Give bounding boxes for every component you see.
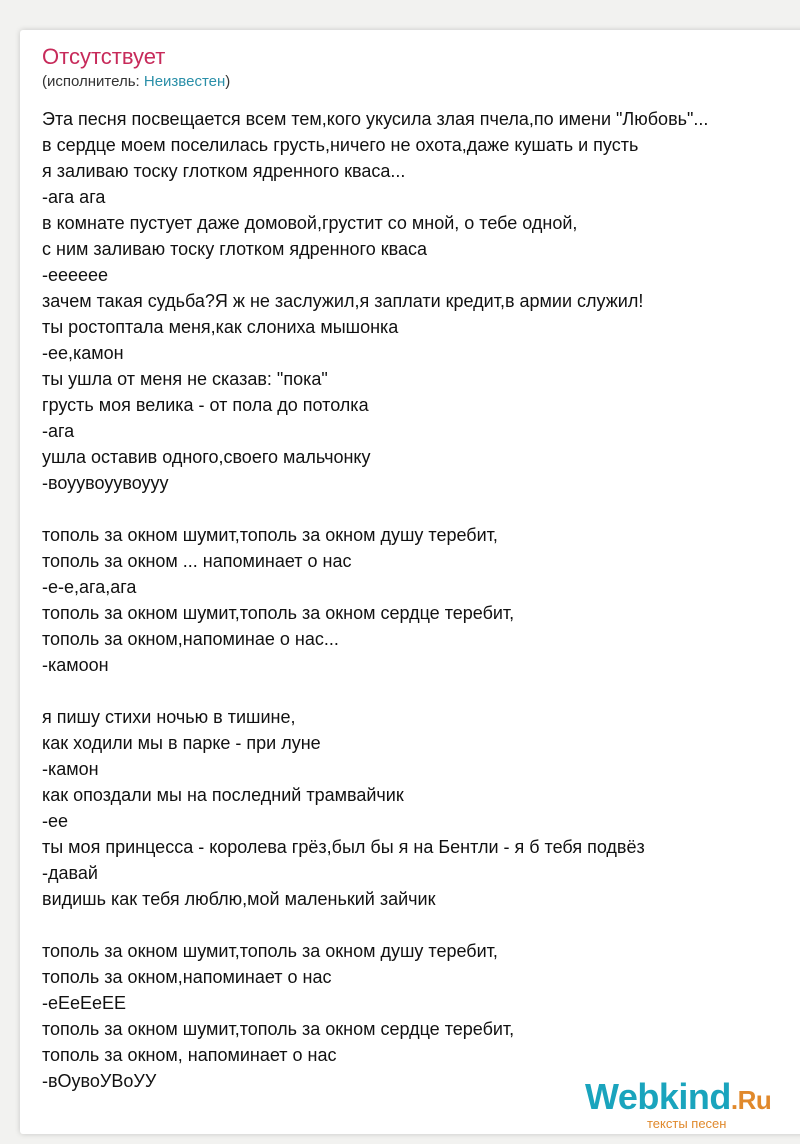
lyric-line: -ееееее — [42, 265, 109, 285]
lyric-line: я пишу стихи ночью в тишине, — [42, 707, 296, 727]
logo-main-text: Webkind — [585, 1076, 731, 1117]
lyric-line: ушла оставив одного,своего мальчонку — [42, 447, 371, 467]
artist-line — [42, 73, 230, 90]
lyric-line: -ее — [42, 811, 69, 831]
artist-link[interactable]: Неизвестен — [143, 73, 226, 90]
lyric-line: -камоон — [42, 655, 109, 675]
stanza-break — [42, 496, 792, 522]
lyric-line: видишь как тебя люблю,мой маленький зайчик — [42, 889, 436, 909]
lyric-line: тополь за окном, напоминает о нас — [42, 1045, 337, 1065]
logo-wordmark — [585, 1076, 771, 1118]
lyric-line: -ага — [42, 421, 75, 441]
lyric-line: как ходили мы в парке - при луне — [42, 733, 321, 753]
lyric-line: тополь за окном шумит,тополь за окном душу теребит, — [42, 525, 498, 545]
lyric-line: зачем такая судьба?Я ж не заслужил,я заплати кредит,в армии служил! — [42, 291, 644, 311]
lyric-line: в комнате пустует даже домовой,грустит со мной, о тебе одной, — [42, 213, 578, 233]
lyric-line: тополь за окном шумит,тополь за окном сердце теребит, — [42, 603, 515, 623]
logo-subtitle: тексты песен — [647, 1116, 727, 1131]
lyric-line: -камон — [42, 759, 99, 779]
lyric-line: -ее,камон — [42, 343, 124, 363]
lyric-line: -давай — [42, 863, 98, 883]
lyric-line: ты ушла от меня не сказав: "пока" — [42, 369, 328, 389]
site-logo[interactable] — [585, 1076, 785, 1132]
lyric-line: как опоздали мы на последний трамвайчик — [42, 785, 404, 805]
lyric-line: -ага ага — [42, 187, 106, 207]
lyric-line: -еЕеЕеЕЕ — [42, 993, 127, 1013]
lyric-line: тополь за окном,напоминае о нас... — [42, 629, 339, 649]
lyric-line: ты моя принцесса - королева грёз,был бы я на Бентли - я б тебя подвёз — [42, 837, 645, 857]
stanza-break — [42, 912, 792, 938]
logo-domain-suffix: .Ru — [730, 1085, 772, 1115]
lyric-line: ты ростоптала меня,как слониха мышонка — [42, 317, 399, 337]
lyric-line: тополь за окном ... напоминает о нас — [42, 551, 352, 571]
artist-suffix: ) — [225, 73, 231, 90]
lyric-line: в сердце моем поселилась грусть,ничего не охота,даже кушать и пусть — [42, 135, 639, 155]
song-title: Отсутствует — [42, 44, 166, 69]
lyric-line: -вОувоУВоУУ — [42, 1071, 157, 1091]
lyric-line: Эта песня посвещается всем тем,кого укусила злая пчела,по имени "Любовь"... — [42, 109, 709, 129]
lyric-line: тополь за окном,напоминает о нас — [42, 967, 332, 987]
artist-prefix: (исполнитель: — [42, 73, 144, 90]
lyric-line: с ним заливаю тоску глотком ядренного кваса — [42, 239, 427, 259]
lyrics-body — [42, 106, 792, 1094]
lyric-line: -е-е,ага,ага — [42, 577, 137, 597]
lyric-line: я заливаю тоску глотком ядренного кваса... — [42, 161, 406, 181]
lyric-line: тополь за окном шумит,тополь за окном сердце теребит, — [42, 1019, 515, 1039]
lyric-line: -воуувоуувоууу — [42, 473, 169, 493]
lyric-line: тополь за окном шумит,тополь за окном душу теребит, — [42, 941, 498, 961]
lyric-line: грусть моя велика - от пола до потолка — [42, 395, 369, 415]
stanza-break — [42, 678, 792, 704]
